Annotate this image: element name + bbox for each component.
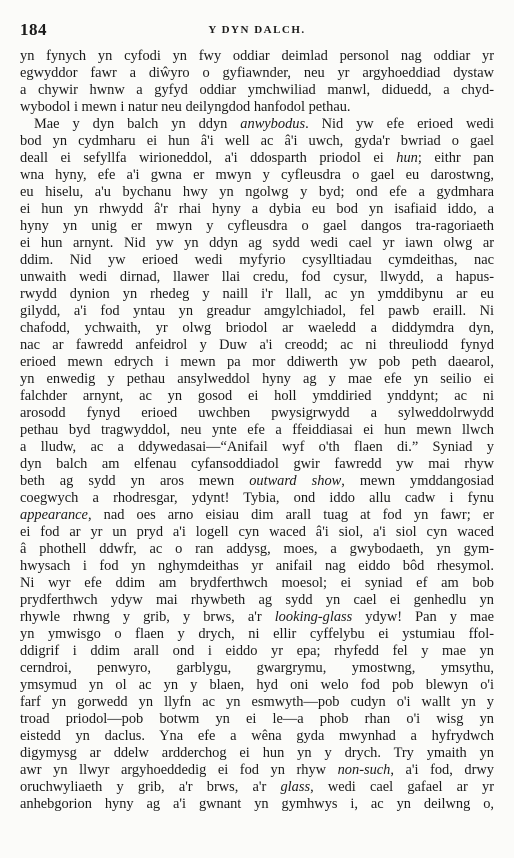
text-line: anhebgorion hyny ag a'i gwnant yn gymhwys i, ac yn deilwng o, (20, 796, 494, 812)
italic-phrase: anwybodus (240, 116, 306, 132)
text-line: farf yn gorwedd yn llyfn ac yn esmwyth—pob cudyn o'i wallt yn y (20, 694, 494, 710)
text-line: pethau byd tragwyddol, neu ynte efe a ffeiddiasai ei hun mewn llwch (20, 422, 494, 438)
italic-phrase: non-such (337, 762, 391, 778)
text-line: bod yn cydmharu ei hun â'i well ac â'i uwch, gyda'r bwriad o gael (20, 133, 494, 149)
text-line: yn ymwisgo o flaen y drych, ni ellir cyffelybu ei ystumiau ffol- (20, 626, 494, 642)
text-line: wna hyny, efe a'i gwna er mwyn y cyfleusdra o gael eu darostwng, (20, 167, 494, 183)
text-line: rwydd dynion yn rhedeg y naill i'r llall, ac yn ymddibynu ar eu (20, 286, 494, 302)
text-line: beth ag sydd yn aros mewn outward show, mewn ymddangosiad (20, 473, 494, 489)
text-line: egwyddor fawr a diŵyro o gyfiawnder, neu yr argyhoeddiad dystaw (20, 65, 494, 81)
page-header (20, 20, 494, 42)
italic-phrase: looking-glass (274, 609, 353, 625)
text-line: digymysg ar ddelw ardderchog ei hun yn y drych. Try ymaith yn (20, 745, 494, 761)
text-line: prydferthwch ydyw mai rhywbeth ag sydd yn cael ei genhedlu yn (20, 592, 494, 608)
italic-phrase: hun (396, 150, 418, 166)
running-head: Y DYN DALCH. (208, 24, 306, 36)
text-line: ei hun yn rhwydd â'r rhai hyny a dybia eu bod yn isafiaid iddo, a (20, 201, 494, 217)
text-line: coegwych a rhodresgar, ydynt! Tybia, ond iddo allu cadw i fynu (20, 490, 494, 506)
text-line: chafodd, ychwaith, yr olwg briodol ar waeledd a diddymdra dyn, (20, 320, 494, 336)
text-line: hyny yn unig er mwyn y cyfleusdra o gael dangos tra-ragoriaeth (20, 218, 494, 234)
text-line: ddim. Nid yw erioed wedi myfyrio cysylltiadau cymdeithas, nac (20, 252, 494, 268)
text-line: awr yn llwyr argyhoeddedig ei fod yn rhyw non-such, a'i fod, drwy (20, 762, 494, 778)
text-line: gilydd, a'i fod yntau yn greadur amgylchiadol, fel pawb eraill. Ni (20, 303, 494, 319)
text-line: ei hun arnynt. Nid yw yn ddyn ag sydd wedi cael yr iawn olwg ar (20, 235, 494, 251)
text-line: hwysach i fod yn nghymdeithas yr anifail nag eiddo bôd rhesymol. (20, 558, 494, 574)
page-number: 184 (20, 20, 47, 39)
text-line: eistedd yn daclus. Yna efe a wêna gyda mwynhad a hyfrydwch (20, 728, 494, 744)
text-line: ei fod ar yr un pryd a'i logell cyn waced â'i siol, a'i siol cyn waced (20, 524, 494, 540)
text-line: ddigrif i ddim arall ond i eiddo yr epa; rhyfedd fel y mae yn (20, 643, 494, 659)
italic-phrase: appearance (20, 507, 88, 523)
italic-phrase: glass (280, 779, 311, 795)
text-line: yn fynych yn cyfodi yn fwy oddiar deimlad personol nag oddiar yr (20, 48, 494, 64)
italic-phrase: outward show (249, 473, 342, 489)
text-line: dyn balch am elfenau cyfansoddiadol gwir fawredd yw mai rhyw (20, 456, 494, 472)
text-line: arosodd fynyd erioed uwchben pwysigrwydd a sylweddolrwydd (20, 405, 494, 421)
text-line: â phothell ddwfr, ac o ran addysg, moes, a gwybodaeth, yn gym- (20, 541, 494, 557)
text-line: yn enwedig y pethau ansylweddol hyny ag y mae efe yn seilio ei (20, 371, 494, 387)
text-line: ymsymud yn ol ac yn y blaen, hyd oni welo fod pob blewyn o'i (20, 677, 494, 693)
text-line: falchder arnynt, ac yn gosod ei holl ymddiried ynddynt; ac ni (20, 388, 494, 404)
body-text (20, 48, 494, 813)
text-line: nac ar fawredd anfeidrol y Duw a'i creodd; ac ni threuliodd fynyd (20, 337, 494, 353)
text-line: appearance, nad oes arno eisiau dim arall tuag at fod yn fawr; er (20, 507, 494, 523)
text-line: oruchwyliaeth y grib, a'r brws, a'r glass, wedi cael gafael ar yr (20, 779, 494, 795)
text-line: deall ei sefyllfa wirioneddol, a'i ddosparth priodol ei hun; eithr pan (20, 150, 494, 166)
text-line: erioed mewn edrych i mewn pa mor ddiwerth yw pob peth daearol, (20, 354, 494, 370)
text-line: troad priodol—pob botwm yn ei le—a phob rhan o'i wisg yn (20, 711, 494, 727)
text-line: unwaith wedi dirnad, llawer llai credu, fod cysur, llwydd, a hapus- (20, 269, 494, 285)
text-line: a chywir hwnw a gyfyd oddiar ymchwiliad manwl, diduedd, a chyd- (20, 82, 494, 98)
text-line: Ni wyr efe ddim am brydferthwch moesol; ei syniad ef am bob (20, 575, 494, 591)
text-line: a lludw, ac a ddywedasai—“Anifail wyf o'th flaen di.” Syniad y (20, 439, 494, 455)
text-line: rhywle rhwng y grib, y brws, a'r looking-glass ydyw! Pan y mae (20, 609, 494, 625)
text-line: wybodol i mewn i natur neu deilyngdod hanfodol pethau. (20, 99, 351, 115)
text-line: cerndroi, penwyro, garblygu, gwargrymu, ymostwng, ymsythu, (20, 660, 494, 676)
text-line: eu hiselu, a'u bychanu hwy yn ngolwg y byd; ond efe a gydmhara (20, 184, 494, 200)
text-line: Mae y dyn balch yn ddyn anwybodus. Nid yw efe erioed wedi (34, 116, 494, 132)
